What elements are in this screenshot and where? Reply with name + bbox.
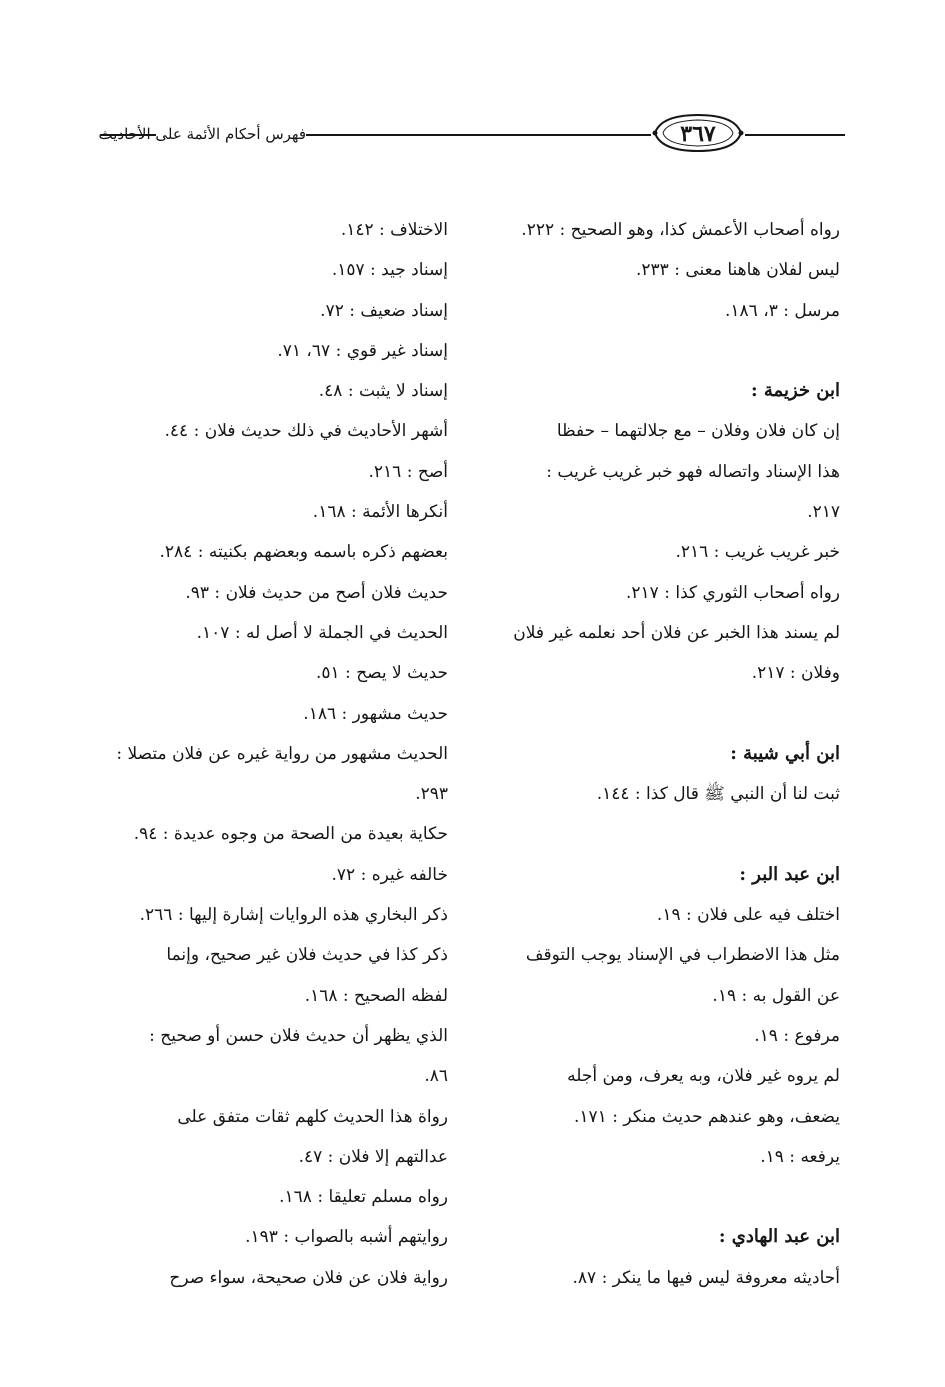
index-entry: رواه أصحاب الأعمش كذا، وهو الصحيح : ٢٢٢.	[521, 220, 840, 240]
index-entry: إسناد ضعيف : ٧٢.	[320, 300, 448, 321]
index-entry: الاختلاف : ١٤٢.	[340, 220, 448, 240]
section-gap	[495, 814, 840, 854]
index-entry: خبر غريب غريب : ٢١٦.	[675, 542, 840, 563]
index-entry: حديث مشهور : ١٨٦.	[303, 703, 448, 724]
index-entry: مرسل : ٣، ١٨٦.	[725, 300, 840, 321]
index-entry: الحديث مشهور من رواية غيره عن فلان متصلا :	[116, 743, 448, 764]
section-heading: ابن عبد الهادي :	[718, 1226, 840, 1248]
index-entry: ٢١٧.	[807, 502, 840, 523]
index-entry: لفظه الصحيح : ١٦٨.	[304, 985, 448, 1006]
index-entry: لم يروه غير فلان، وبه يعرف، ومن أجله	[567, 1066, 840, 1087]
page-header	[100, 105, 845, 165]
section-gap	[495, 1177, 840, 1217]
section-heading: ابن خزيمة :	[750, 380, 840, 402]
index-entry: عدالتهم إلا فلان : ٤٧.	[298, 1146, 448, 1167]
index-entry: ذكر كذا في حديث فلان غير صحيح، وإنما	[166, 945, 448, 966]
header-rule-right	[745, 134, 845, 136]
index-entry: عن القول به : ١٩.	[712, 985, 840, 1006]
index-entry: وفلان : ٢١٧.	[751, 663, 840, 684]
index-entry: اختلف فيه على فلان : ١٩.	[656, 905, 840, 926]
left-column	[103, 210, 448, 1298]
index-entry: يضعف، وهو عندهم حديث منكر : ١٧١.	[573, 1106, 840, 1127]
index-entry: رواه أصحاب الثوري كذا : ٢١٧.	[626, 582, 840, 603]
header-rule-left	[306, 134, 651, 136]
index-entry: حديث لا يصح : ٥١.	[315, 663, 448, 684]
index-entry: مرفوع : ١٩.	[754, 1025, 840, 1046]
index-entry: أشهر الأحاديث في ذلك حديث فلان : ٤٤.	[164, 421, 448, 442]
index-entry: هذا الإسناد واتصاله فهو خبر غريب غريب :	[546, 461, 840, 482]
index-entry: ذكر البخاري هذه الروايات إشارة إليها : ٢٦٦.	[139, 905, 448, 926]
index-entry: ٨٦.	[424, 1066, 448, 1087]
index-entry: إسناد لا يثبت : ٤٨.	[318, 381, 448, 402]
index-entry: الذي يظهر أن حديث فلان حسن أو صحيح :	[149, 1025, 448, 1046]
index-entry: رواه مسلم تعليقا : ١٦٨.	[279, 1187, 448, 1208]
index-entry: بعضهم ذكره باسمه وبعضهم بكنيته : ٢٨٤.	[159, 542, 448, 563]
section-heading: ابن عبد البر :	[739, 863, 840, 885]
index-entry: روايتهم أشبه بالصواب : ١٩٣.	[245, 1227, 448, 1248]
index-entry: ليس لفلان هاهنا معنى : ٢٣٣.	[636, 260, 840, 281]
index-entry: الحديث في الجملة لا أصل له : ١٠٧.	[196, 622, 448, 643]
page-number-frame	[651, 111, 745, 155]
right-column	[495, 210, 840, 1298]
index-entry: ثبت لنا أن النبي ﷺ قال كذا : ١٤٤.	[596, 784, 840, 805]
index-entry: إسناد غير قوي : ٦٧، ٧١.	[277, 340, 448, 361]
section-heading: ابن أبي شيبة :	[730, 742, 840, 764]
index-entry: حديث فلان أصح من حديث فلان : ٩٣.	[185, 582, 448, 603]
running-title: فهرس أحكام الأئمة على الأحاديث	[98, 125, 306, 143]
index-entry: حكاية بعيدة من الصحة من وجوه عديدة : ٩٤.	[133, 824, 448, 845]
index-entry: إسناد جيد : ١٥٧.	[331, 260, 448, 281]
section-gap	[495, 694, 840, 734]
index-entry: يرفعه : ١٩.	[760, 1146, 840, 1167]
index-entry: أنكرها الأئمة : ١٦٨.	[312, 502, 448, 523]
index-entry: خالفه غيره : ٧٢.	[331, 864, 448, 885]
index-entry: ٢٩٣.	[415, 784, 448, 805]
index-entry: أصح : ٢١٦.	[368, 461, 448, 482]
index-entry: رواة هذا الحديث كلهم ثقات متفق على	[177, 1106, 448, 1127]
index-entry: رواية فلان عن فلان صحيحة، سواء صرح	[169, 1267, 448, 1288]
section-gap	[495, 331, 840, 371]
index-entry: مثل هذا الاضطراب في الإسناد يوجب التوقف	[525, 945, 840, 966]
index-entry: لم يسند هذا الخبر عن فلان أحد نعلمه غير فلان	[513, 622, 840, 643]
index-entry: إن كان فلان وفلان – مع جلالتهما – حفظا	[556, 421, 840, 442]
page-number: ٣٦٧	[680, 121, 716, 147]
index-entry: أحاديثه معروفة ليس فيها ما ينكر : ٨٧.	[572, 1267, 840, 1288]
